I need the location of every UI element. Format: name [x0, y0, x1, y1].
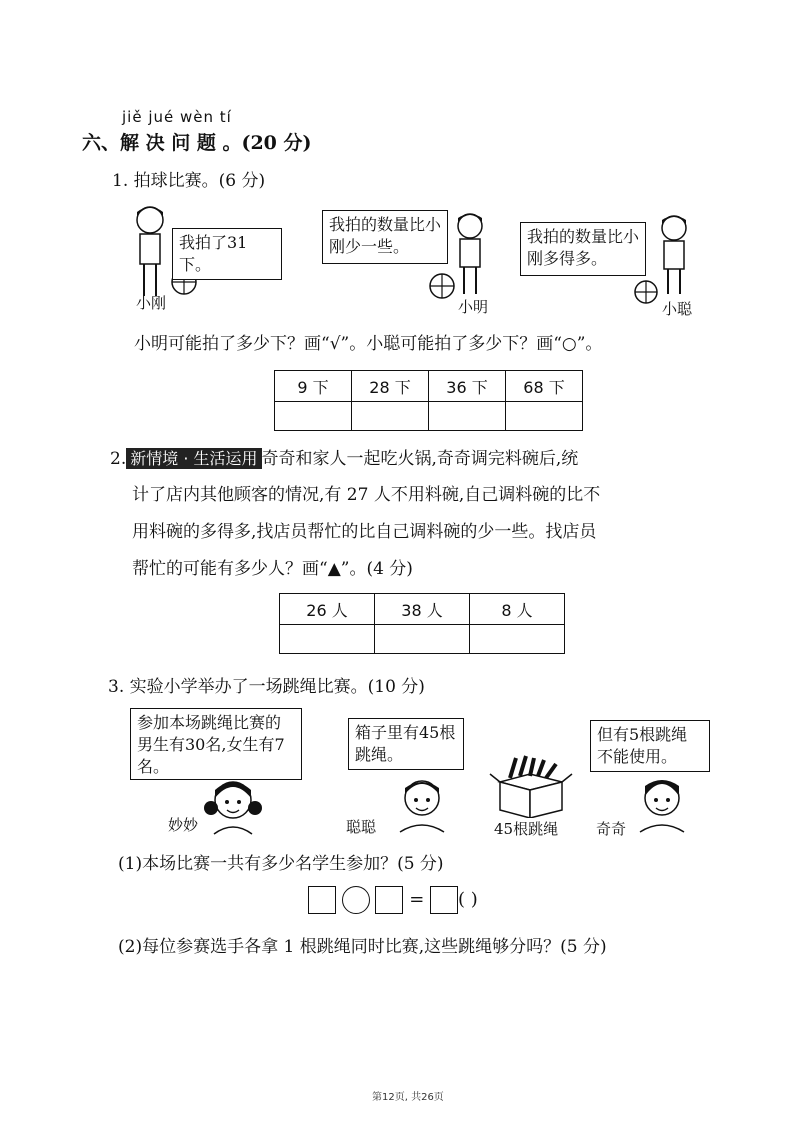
equation-result-box[interactable]: [430, 886, 458, 914]
section-title: 六、解 决 问 题 。(20 分): [82, 132, 312, 154]
q1-header-cell: 28 下: [352, 371, 429, 402]
section-pinyin: jiě jué wèn tí: [122, 108, 232, 126]
q1-bubble-xiaogang: 我拍了31下。: [172, 228, 282, 280]
q2-line4: 帮忙的可能有多少人？画“▲”。(4 分): [132, 559, 413, 579]
q3-name-rope-box: 45根跳绳: [494, 820, 559, 838]
q1-answer-cell[interactable]: [506, 402, 583, 431]
q1-name-xiaoming: 小明: [458, 298, 489, 316]
q2-answer-cell[interactable]: [280, 625, 375, 654]
q1-answer-table: [274, 370, 583, 431]
rope-box-illustration: [486, 752, 574, 818]
q1-header-cell: 9 下: [275, 371, 352, 402]
q1-answer-cell[interactable]: [352, 402, 429, 431]
equation-box-1[interactable]: [308, 886, 336, 914]
q3-name-qiqi: 奇奇: [596, 820, 627, 838]
boy-congcong-illustration: [392, 772, 452, 834]
q1-answer-cell[interactable]: [429, 402, 506, 431]
equation-box-2[interactable]: [375, 886, 403, 914]
q2-text-line1: 奇奇和家人一起吃火锅,奇奇调完料碗后,统: [261, 449, 579, 469]
q1-title: 1. 拍球比赛。(6 分): [112, 171, 266, 191]
q2-line3: 用料碗的多得多,找店员帮忙的比自己调料碗的少一些。找店员: [132, 522, 597, 542]
page-footer: 第12页, 共26页: [372, 1092, 444, 1103]
q1-header-cell: 68 下: [506, 371, 583, 402]
girl-miaomiao-illustration: [200, 772, 266, 836]
equation-unit-paren[interactable]: ( ): [458, 889, 478, 910]
q2-answer-table: [279, 593, 565, 654]
q1-name-xiaogang: 小刚: [136, 294, 167, 312]
q2-answer-cell[interactable]: [375, 625, 470, 654]
q3-name-miaomiao: 妙妙: [168, 816, 199, 834]
q1-prompt: 小明可能拍了多少下？画“√”。小聪可能拍了多少下？画“○”。: [134, 334, 603, 354]
q2-header-cell: 8 人: [470, 594, 565, 625]
equation-operator-circle[interactable]: [342, 886, 370, 914]
q3-bubble-congcong: 箱子里有45根跳绳。: [348, 718, 464, 770]
q2-header-cell: 26 人: [280, 594, 375, 625]
q2-line1: [110, 440, 578, 478]
q3-title: 3. 实验小学举办了一场跳绳比赛。(10 分): [108, 677, 425, 697]
q1-header-cell: 36 下: [429, 371, 506, 402]
boy-xiaocong-illustration: [630, 206, 700, 306]
q2-context-tag: 新情境 · 生活运用: [126, 448, 261, 469]
boy-xiaoming-illustration: [426, 206, 496, 306]
q1-bubble-xiaocong: 我拍的数量比小刚多得多。: [520, 222, 646, 276]
q1-answer-cell[interactable]: [275, 402, 352, 431]
q2-number: 2.: [110, 449, 127, 469]
equation-equals: =: [409, 889, 425, 910]
q3-sub2: (2)每位参赛选手各拿 1 根跳绳同时比赛,这些跳绳够分吗？(5 分): [118, 937, 607, 957]
q3-sub1: (1)本场比赛一共有多少名学生参加？(5 分): [118, 854, 444, 874]
q3-name-congcong: 聪聪: [346, 818, 377, 836]
q3-bubble-qiqi: 但有5根跳绳不能使用。: [590, 720, 710, 772]
q2-answer-cell[interactable]: [470, 625, 565, 654]
q2-header-cell: 38 人: [375, 594, 470, 625]
q1-bubble-xiaoming: 我拍的数量比小刚少一些。: [322, 210, 448, 264]
q2-line2: 计了店内其他顾客的情况,有 27 人不用料碗,自己调料碗的比不: [132, 485, 601, 505]
q1-name-xiaocong: 小聪: [662, 300, 693, 318]
q3-bubble-miaomiao: 参加本场跳绳比赛的男生有30名,女生有7名。: [130, 708, 302, 780]
boy-qiqi-illustration: [632, 772, 692, 834]
q3-equation: [308, 886, 478, 914]
